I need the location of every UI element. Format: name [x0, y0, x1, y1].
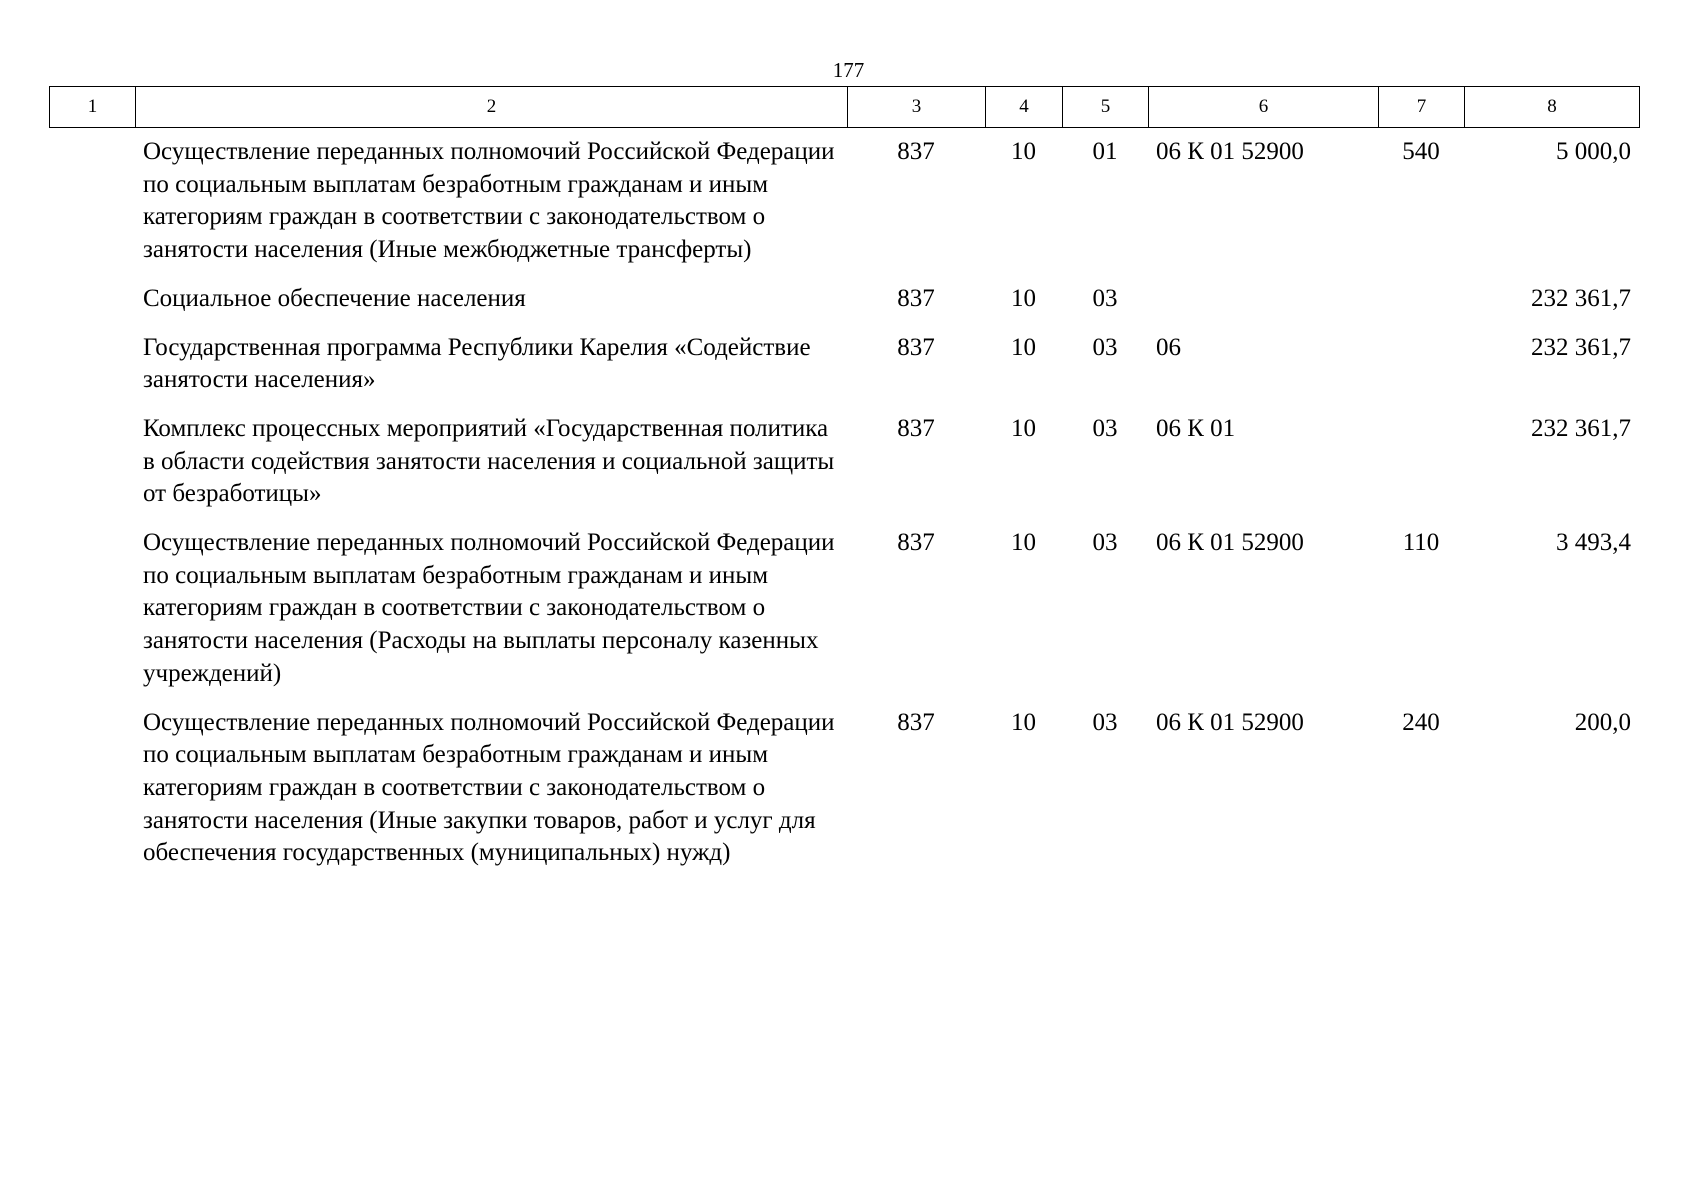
expense-type-code: 110 [1402, 529, 1440, 557]
subsection-code: 01 [1092, 138, 1118, 165]
section-code: 10 [1011, 414, 1036, 442]
table-row [49, 413, 1639, 527]
target-article-code: 06 [1156, 333, 1181, 361]
expense-type-code [1378, 283, 1464, 332]
subsection-code: 03 [1092, 414, 1118, 442]
subsection-code: 03 [1092, 284, 1118, 312]
ministry-code: 837 [897, 529, 935, 557]
budget-table [49, 136, 1639, 886]
expense-name: Осуществление переданных полномочий Российской Федерации по социальным выплатам безработным гражданам и иным категориям граждан в соответствии с законодательством о занятости населения (Иные закупки товаров, работ и услуг для обеспечения государственных (муниципальных) нужд) [143, 708, 835, 867]
column-header-2: 2 [136, 87, 848, 128]
section-code: 10 [1011, 333, 1036, 361]
table-row [49, 136, 1639, 283]
ministry-code: 837 [897, 333, 935, 361]
amount: 232 361,7 [1531, 333, 1631, 361]
amount: 200,0 [1574, 708, 1631, 736]
column-header-8: 8 [1465, 87, 1640, 128]
table-row [49, 332, 1639, 413]
table-row [49, 527, 1639, 707]
column-header-3: 3 [848, 87, 986, 128]
amount: 3 493,4 [1556, 529, 1631, 557]
ministry-code: 837 [897, 138, 935, 165]
column-header-7: 7 [1379, 87, 1465, 128]
table-row [49, 283, 1639, 332]
expense-type-code: 240 [1402, 708, 1440, 736]
target-article-code: 06 К 01 52900 [1156, 708, 1304, 736]
section-code: 10 [1011, 138, 1036, 165]
expense-type-code [1378, 413, 1464, 527]
column-header-1: 1 [50, 87, 136, 128]
expense-type-code: 540 [1402, 138, 1440, 165]
section-code: 10 [1011, 284, 1036, 312]
column-header-4: 4 [986, 87, 1063, 128]
target-article-code [1148, 283, 1378, 332]
ministry-code: 837 [897, 414, 935, 442]
target-article-code: 06 К 01 52900 [1156, 529, 1304, 557]
table-row [49, 707, 1639, 887]
column-header-row [49, 86, 1640, 128]
expense-name: Социальное обеспечение населения [143, 284, 526, 312]
section-code: 10 [1011, 708, 1036, 736]
ministry-code: 837 [897, 708, 935, 736]
ministry-code: 837 [897, 284, 935, 312]
column-header-6: 6 [1149, 87, 1379, 128]
amount: 232 361,7 [1531, 414, 1631, 442]
section-code: 10 [1011, 529, 1036, 557]
expense-name: Комплекс процессных мероприятий «Государственная политика в области содействия занятости населения и социальной защиты от безработицы» [143, 414, 835, 508]
page-number: 177 [832, 58, 865, 82]
subsection-code: 03 [1092, 333, 1118, 361]
expense-type-code [1378, 332, 1464, 413]
column-header-5: 5 [1063, 87, 1149, 128]
amount: 5 000,0 [1556, 138, 1631, 165]
target-article-code: 06 К 01 52900 [1156, 138, 1304, 165]
expense-name: Осуществление переданных полномочий Российской Федерации по социальным выплатам безработным гражданам и иным категориям граждан в соответствии с законодательством о занятости населения (Иные межбюджетные трансферты) [143, 138, 835, 264]
subsection-code: 03 [1092, 529, 1118, 557]
amount: 232 361,7 [1531, 284, 1631, 312]
expense-name: Государственная программа Республики Карелия «Содействие занятости населения» [143, 333, 811, 394]
target-article-code: 06 К 01 [1156, 414, 1236, 442]
subsection-code: 03 [1092, 708, 1118, 736]
expense-name: Осуществление переданных полномочий Российской Федерации по социальным выплатам безработным гражданам и иным категориям граждан в соответствии с законодательством о занятости населения (Расходы на выплаты персоналу казенных учреждений) [143, 529, 835, 687]
